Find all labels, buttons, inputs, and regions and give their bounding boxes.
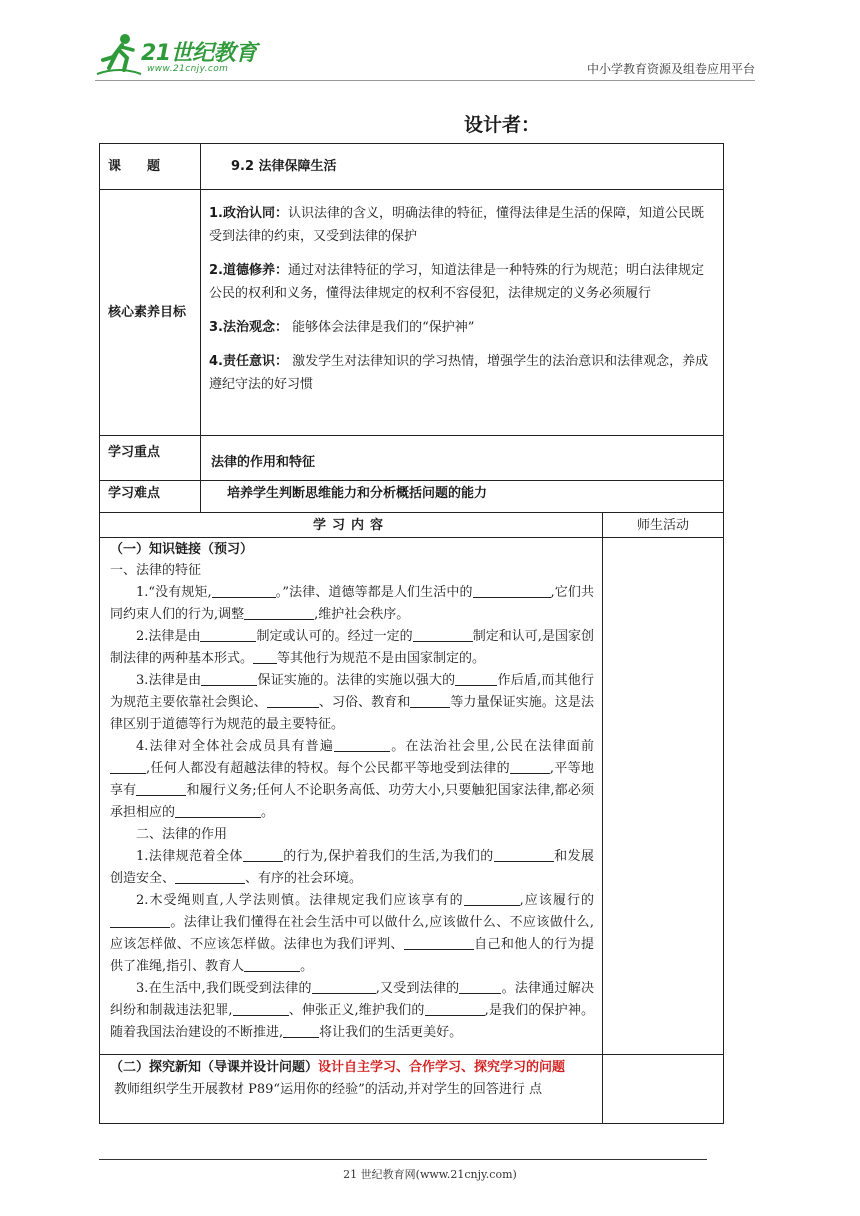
explore-title: （二）探究新知（导课并设计问题）: [110, 1060, 319, 1075]
content-row: [100, 538, 724, 1055]
key-point-value: 法律的作用和特征: [201, 436, 724, 481]
difficulty-value: 培养学生判断思维能力和分析概括问题的能力: [201, 481, 724, 513]
answer-blank[interactable]: [464, 891, 520, 906]
answer-blank[interactable]: [110, 913, 170, 928]
course-label: 课 题: [100, 144, 201, 190]
answer-blank[interactable]: [510, 759, 550, 774]
designer-label: 设计者：: [464, 114, 541, 136]
goal-item: 3.法治观念： 能够体会法律是我们的“保护神”: [209, 320, 475, 335]
course-row: [100, 144, 724, 190]
answer-blank[interactable]: [201, 671, 257, 686]
answer-blank[interactable]: [404, 935, 474, 950]
answer-blank[interactable]: [312, 979, 376, 994]
key-point-row: [100, 436, 724, 481]
answer-blank[interactable]: [233, 1001, 289, 1016]
header-divider: [95, 80, 755, 81]
fill-item: 2.木受绳则直,人学法则慎。法律规定我们应该享有的 ,应该履行的。法律让我们懂得在社会生活中可以做什么,应该做什么、不应该做什么,应该怎样做、不应该怎样做。法律也为我们评判、 自己和他人的行为提供了准绳,指引、教育人 。: [110, 893, 594, 974]
answer-blank[interactable]: [175, 803, 261, 818]
answer-blank[interactable]: [410, 693, 450, 708]
part-title: 二、法律的作用: [136, 827, 228, 842]
fill-item: 3.在生活中,我们既受到法律的 ,又受到法律的 。法律通过解决纠纷和制裁违法犯罪, 、伸张正义,维护我们的 ,是我们的保护神。随着我国法治建设的不断推进, 将让我们的生活更美好。: [110, 981, 594, 1040]
answer-blank[interactable]: [212, 583, 276, 598]
lesson-plan-table: [99, 143, 724, 1124]
course-title: 9.2 法律保障生活: [201, 144, 724, 190]
fill-item: 1.法律规范着全体 的行为,保护着我们的生活,为我们的 和发展创造安全、 、有序的社会环境。: [110, 849, 595, 886]
logo-url: www.21cnjy.com: [147, 64, 229, 74]
answer-blank[interactable]: [494, 847, 554, 862]
answer-blank[interactable]: [136, 781, 186, 796]
difficulty-row: [100, 481, 724, 513]
answer-blank[interactable]: [413, 627, 473, 642]
answer-blank[interactable]: [110, 759, 146, 774]
teacher-activity-cell: [603, 1055, 724, 1124]
teacher-activity-header: 师生活动: [603, 513, 724, 538]
explore-text: 教师组织学生开展教材 P89“运用你的经验”的活动,并对学生的回答进行 点: [114, 1082, 542, 1097]
core-goals-row: [100, 190, 724, 436]
key-point-label: 学习重点: [100, 436, 201, 481]
content-header-row: [100, 513, 724, 538]
answer-blank[interactable]: [244, 957, 300, 972]
answer-blank[interactable]: [175, 869, 245, 884]
logo-text: 21世纪教育: [141, 41, 257, 66]
answer-blank[interactable]: [455, 671, 497, 686]
goal-item: 4.责任意识： 激发学生对法律知识的学习热情，增强学生的法治意识和法律观念，养成遵纪守法的好习惯: [209, 354, 709, 392]
goal-item: 2.道德修养：通过对法律特征的学习，知道法律是一种特殊的行为规范；明白法律规定公民的权利和义务，懂得法律规定的权利不容侵犯，法律规定的义务必须履行: [209, 263, 704, 301]
answer-blank[interactable]: [425, 1001, 485, 1016]
site-logo[interactable]: [95, 30, 265, 78]
explore-title-highlight: 设计自主学习、合作学习、探究学习的问题: [318, 1060, 566, 1075]
explore-row: [100, 1055, 724, 1124]
answer-blank[interactable]: [334, 737, 390, 752]
difficulty-label: 学习难点: [100, 481, 201, 513]
answer-blank[interactable]: [243, 847, 283, 862]
core-goals-list: [201, 190, 724, 436]
teacher-activity-cell: [603, 538, 724, 1055]
goal-item: 1.政治认同：认识法律的含义，明确法律的特征，懂得法律是生活的保障，知道公民既受到法律的约束，又受到法律的保护: [209, 206, 704, 244]
answer-blank[interactable]: [459, 979, 501, 994]
footer-divider: [99, 1159, 707, 1160]
fill-item: 4.法律对全体社会成员具有普遍 。在法治社会里,公民在法律面前,任何人都没有超越法律的特权。每个公民都平等地受到法律的 ,平等地享有 和履行义务;任何人不论职务高低、功劳大小,只要触犯国家法律,都必须承担相应的 。: [110, 739, 595, 820]
content-header: 学习内容: [100, 513, 603, 538]
runner-icon: [95, 30, 143, 78]
fill-item: 1.“没有规矩, 。”法律、道德等都是人们生活中的 ,它们共同约束人们的行为,调整 ,维护社会秩序。: [110, 585, 594, 622]
page-header: [95, 30, 755, 82]
answer-blank[interactable]: [244, 605, 314, 620]
answer-blank[interactable]: [267, 693, 319, 708]
explore-section: [100, 1055, 603, 1124]
answer-blank[interactable]: [473, 583, 551, 598]
fill-item: 3.法律是由 保证实施的。法律的实施以强大的 作后盾,而其他行为规范主要依靠社会舆论、 、习俗、教育和 等力量保证实施。这是法律区别于道德等行为规范的最主要特征。: [110, 673, 594, 732]
answer-blank[interactable]: [283, 1023, 319, 1038]
page-footer[interactable]: 21 世纪教育网(www.21cnjy.com): [343, 1168, 517, 1181]
knowledge-link-section: [100, 538, 603, 1055]
fill-item: 2.法律是由 制定或认可的。经过一定的 制定和认可,是国家创制法律的两种基本形式。 等其他行为规范不是由国家制定的。: [110, 629, 594, 666]
platform-name: 中小学教育资源及组卷应用平台: [586, 62, 755, 76]
answer-blank[interactable]: [253, 649, 277, 664]
section-title: （一）知识链接（预习）: [110, 542, 254, 557]
part-title: 一、法律的特征: [110, 563, 202, 578]
answer-blank[interactable]: [200, 627, 256, 642]
core-goals-label: 核心素养目标: [100, 190, 201, 436]
